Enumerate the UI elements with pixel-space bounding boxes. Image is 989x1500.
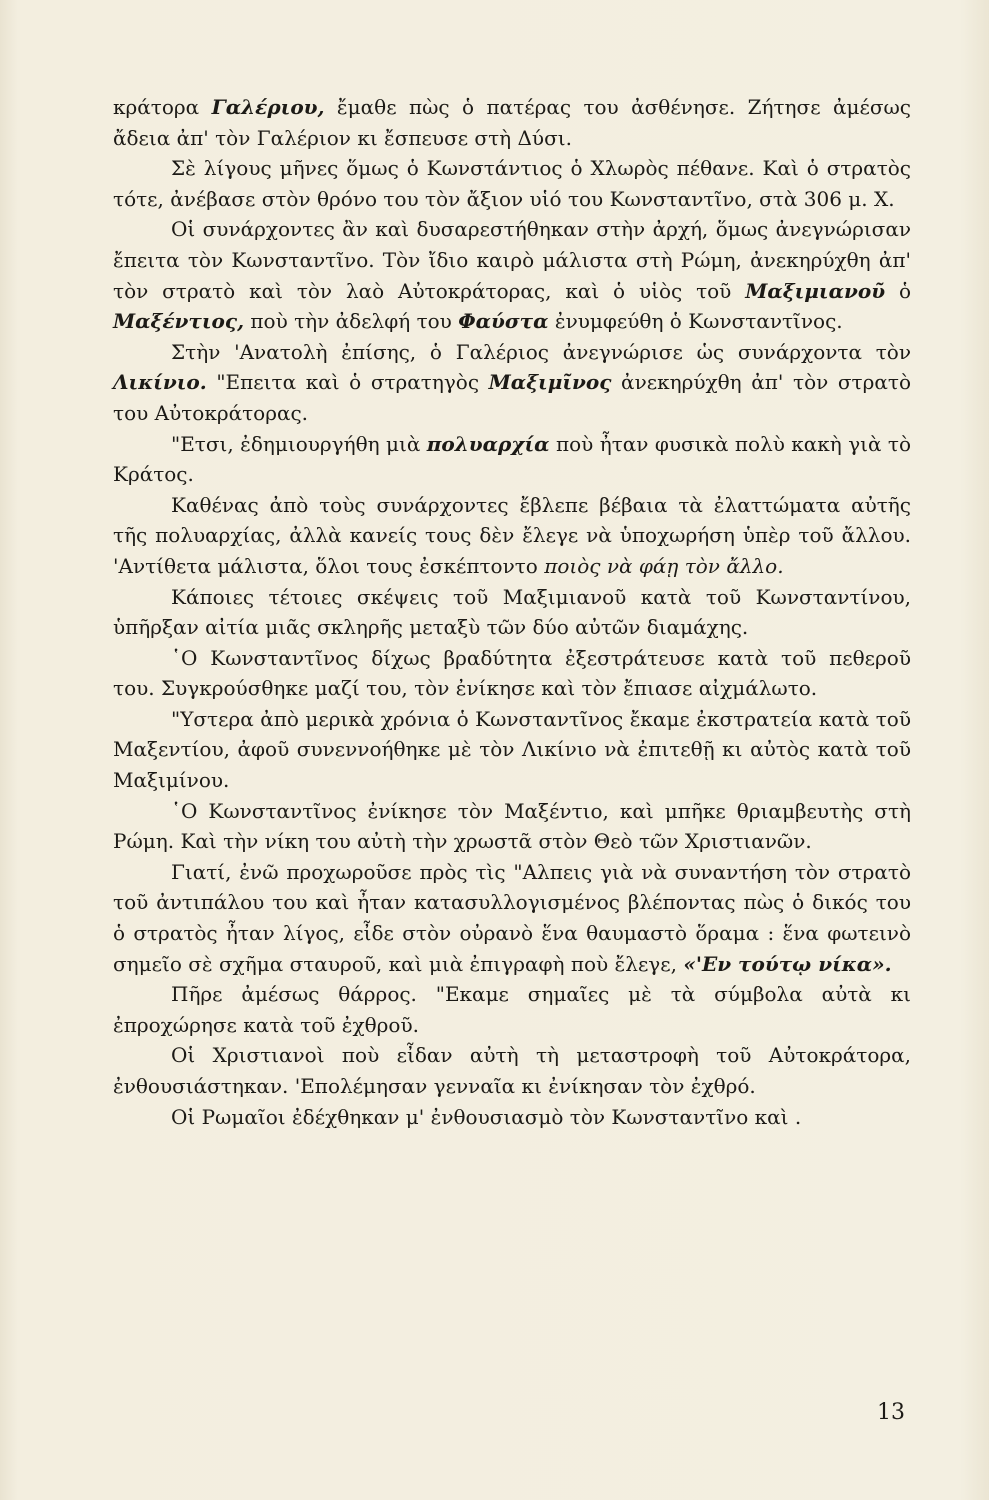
text-run: ποὺ ἦταν φυσικὰ πολὺ κακὴ γιὰ τὸ Κράτος. [113,431,911,487]
paragraph [113,704,911,796]
paragraph [113,857,911,979]
body-text [113,92,911,1132]
text-run: Κάποιες τέτοιες σκέψεις τοῦ Μαξιμιανοῦ κατὰ τοῦ Κωνσταντίνου, ὑπῆρξαν αἰτία μιᾶς σκληρῆς μεταξὺ τῶν δύο αὐτῶν διαμάχης. [113,584,911,640]
text-run: ἀνεκηρύχθη ἀπ' τὸν στρατὸ του Αὐτοκράτορας. [113,370,911,425]
text-run: ῾Ο Κωνσταντῖνος δίχως βραδύτητα ἐξεστράτευσε κατὰ τοῦ πεθεροῦ του. Συγκρούσθηκε μαζί του, τὸν ἐνίκησε καὶ τὸν ἔπιασε αἰχμάλωτο. [113,645,911,701]
paragraph [113,429,911,490]
text-run: Γιατί, ἐνῶ προχωροῦσε πρὸς τὶς "Αλπεις γιὰ νὰ συναντήση τὸν στρατὸ τοῦ ἀντιπάλου του καὶ ἦταν κατασυλλογισμένος βλέποντας πὼς ὁ δικός του ὁ στρατὸς ἦταν λίγος, εἶδε στὸν οὐρανὸ ἕνα θαυμαστὸ ὅραμα : ἕνα φωτεινὸ σημεῖο σὲ σχῆμα σταυροῦ, καὶ μιὰ ἐπιγραφὴ ποὺ ἔλεγε, [113,859,911,976]
text-run: Στὴν 'Ανατολὴ ἐπίσης, ὁ Γαλέριος ἀνεγνώρισε ὡς συνάρχοντα τὸν [171,339,911,364]
text-run: "Ετσι, ἐδημιουργήθη μιὰ [171,431,427,456]
text-run: Καθένας ἀπὸ τοὺς συνάρχοντες ἔβλεπε βέβαια τὰ ἐλαττώματα αὐτῆς τῆς πολυαρχίας, ἀλλὰ κανείς τους δὲν ἔλεγε νὰ ὑποχωρήση ὑπὲρ τοῦ ἄλλου. 'Αντίθετα μάλιστα, ὅλοι τους ἐσκέπτοντο [113,492,911,578]
paragraph [113,1102,911,1133]
text-run: Πῆρε ἀμέσως θάρρος. "Εκαμε σημαῖες μὲ τὰ σύμβολα αὐτὰ κι ἐπροχώρησε κατὰ τοῦ ἐχθροῦ. [113,982,911,1037]
text-run: κράτορα [113,95,212,119]
text-run: ὁ [885,278,911,303]
text-run: ποὺ τὴν ἀδελφή του [244,309,459,334]
paragraph [113,979,911,1040]
text-run: Οἱ Ρωμαῖοι ἐδέχθηκαν μ' ἐνθουσιασμὸ τὸν Κωνσταντῖνο καὶ . [171,1104,802,1129]
text-run: "Υστερα ἀπὸ μερικὰ χρόνια ὁ Κωνσταντῖνος ἔκαμε ἐκστρατεία κατὰ τοῦ Μαξεντίου, ἀφοῦ συνεννοήθηκε μὲ τὸν Λικίνιο νὰ ἐπιτεθῇ κι αὐτὸς κατὰ τοῦ Μαξιμίνου. [113,706,911,793]
paragraph [113,153,911,214]
paragraph [113,214,911,336]
emphasized-text: Φαύστα [458,309,549,334]
paragraph [113,643,911,704]
text-run: Οἱ Χριστιανοὶ ποὺ εἶδαν αὐτὴ τὴ μεταστροφὴ τοῦ Αὐτοκράτορα, ἐνθουσιάστηκαν. 'Επολέμησαν γενναῖα κι ἐνίκησαν τὸν ἐχθρό. [113,1043,911,1098]
emphasized-text: πολυαρχία [426,431,550,456]
text-run: Σὲ λίγους μῆνες ὅμως ὁ Κωνστάντιος ὁ Χλωρὸς πέθανε. Καὶ ὁ στρατὸς τότε, ἀνέβασε στὸν θρόνο του τὸν ἄξιον υἱό του Κωνσταντῖνο, στὰ 306 μ. Χ. [113,156,911,211]
paragraph [113,1040,911,1101]
paragraph [113,92,911,153]
text-run: ῾Ο Κωνσταντῖνος ἐνίκησε τὸν Μαξέντιο, καὶ μπῆκε θριαμβευτὴς στὴ Ρώμη. Καὶ τὴν νίκη του αὐτὴ τὴν χρωστᾶ στὸν Θεὸ τῶν Χριστιανῶν. [113,798,911,854]
page-number: 13 [877,1400,905,1425]
paragraph [113,337,911,429]
emphasized-text: «'Εν τούτῳ νίκα». [683,951,892,976]
emphasized-text: ποιὸς νὰ φάῃ τὸν ἄλλο. [544,553,784,578]
text-run: ἐνυμφεύθη ὁ Κωνσταντῖνος. [548,309,843,334]
paragraph [113,582,911,643]
text-run: "Επειτα καὶ ὁ στρατηγὸς [206,370,489,395]
emphasized-text: Λικίνιο. [113,370,207,395]
paragraph [113,796,911,857]
text-run: ἔμαθε πὼς ὁ πατέρας του ἀσθένησε. Ζήτησε ἀμέσως ἄδεια ἀπ' τὸν Γαλέριον κι ἔσπευσε στὴ Δύσι. [113,95,911,150]
paragraph [113,490,911,582]
emphasized-text: Γαλέριου, [211,95,325,119]
emphasized-text: Μαξέντιος, [113,309,245,334]
emphasized-text: Μαξιμῖνος [488,370,612,395]
text-run: Οἱ συνάρχοντες ἂν καὶ δυσαρεστήθηκαν στὴν ἀρχή, ὅμως ἀνεγνώρισαν ἔπειτα τὸν Κωνσταντῖνο. Τὸν ἴδιο καιρὸ μάλιστα στὴ Ρώμη, ἀνεκηρύχθη ἀπ' τὸν στρατὸ καὶ τὸν λαὸ Αὐτοκράτορας, καὶ ὁ υἱὸς τοῦ [113,217,911,303]
emphasized-text: Μαξιμιανοῦ [745,278,886,303]
